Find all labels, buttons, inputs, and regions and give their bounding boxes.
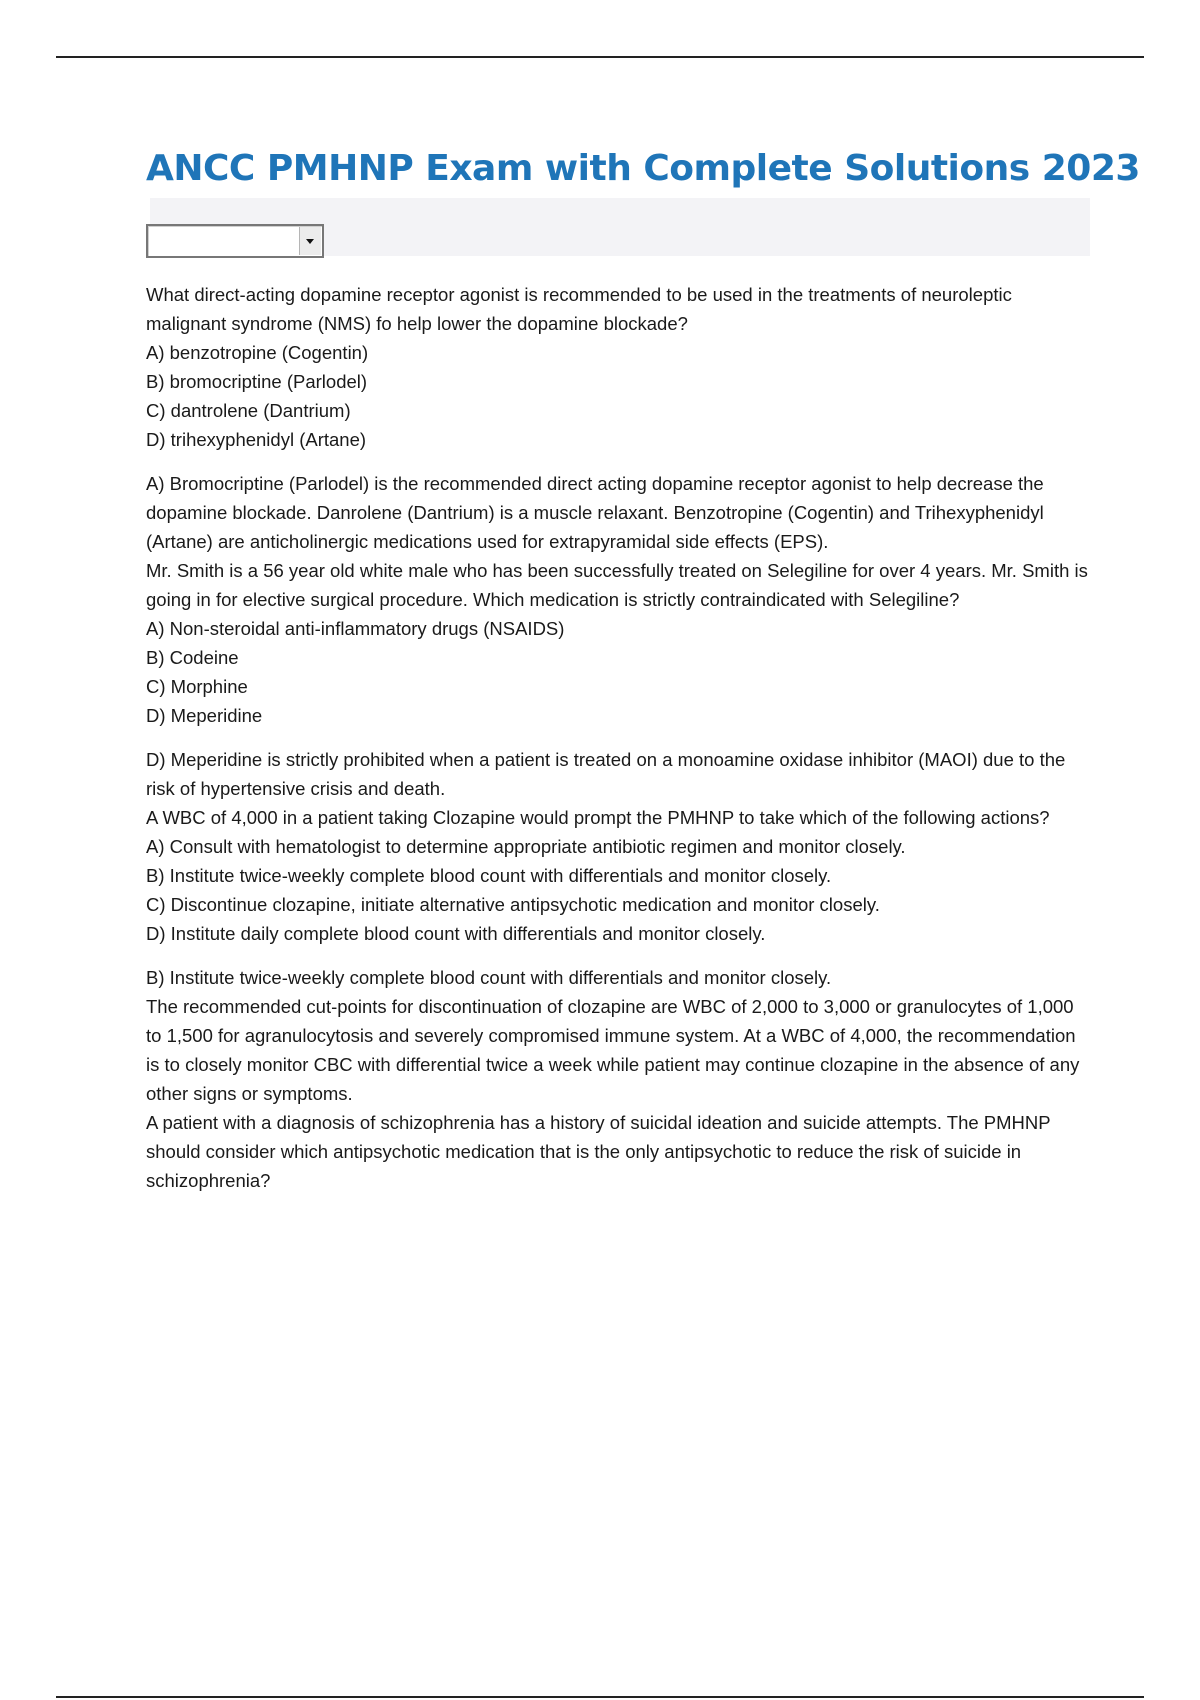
options-3 (146, 832, 1090, 948)
document-page (146, 142, 1140, 1195)
option: A) Consult with hematologist to determine appropriate antibiotic regimen and monitor closely. (146, 836, 906, 857)
question-4: A patient with a diagnosis of schizophrenia has a history of suicidal ideation and suicide attempts. The PMHNP should consider which antipsychotic medication that is the only antipsychotic to reduce the risk of suicide in schizophrenia? (146, 1112, 1051, 1191)
option: B) Codeine (146, 647, 239, 668)
document-title: ANCC PMHNP Exam with Complete Solutions 2023 (146, 148, 1140, 189)
top-rule (56, 56, 1144, 58)
options-2 (146, 614, 1090, 730)
dropdown-button[interactable] (299, 227, 321, 255)
option: C) Morphine (146, 676, 248, 697)
option: D) Meperidine (146, 705, 263, 726)
question-2: Mr. Smith is a 56 year old white male who has been successfully treated on Selegiline for over 4 years. Mr. Smith is going in for elective surgical procedure. Which medication is strictly contraindicated with Selegiline? (146, 560, 1088, 610)
option: C) Discontinue clozapine, initiate alternative antipsychotic medication and monitor closely. (146, 894, 880, 915)
document-content (146, 280, 1090, 1195)
option: A) benzotropine (Cogentin) (146, 342, 369, 363)
options-1 (146, 338, 1090, 454)
chevron-down-icon (306, 239, 314, 244)
bottom-rule (56, 1696, 1144, 1698)
option: B) bromocriptine (Parlodel) (146, 371, 368, 392)
answer-3: B) Institute twice-weekly complete blood count with differentials and monitor closely. (146, 967, 832, 988)
form-field-band (150, 198, 1090, 256)
answer-2: D) Meperidine is strictly prohibited when a patient is treated on a monoamine oxidase inhibitor (MAOI) due to the risk of hypertensive crisis and death. (146, 749, 1066, 799)
option: A) Non-steroidal anti-inflammatory drugs (NSAIDS) (146, 618, 565, 639)
dropdown-select[interactable] (146, 224, 324, 258)
option: D) Institute daily complete blood count with differentials and monitor closely. (146, 923, 766, 944)
answer-1: A) Bromocriptine (Parlodel) is the recommended direct acting dopamine receptor agonist to help decrease the dopamine blockade. Danrolene (Dantrium) is a muscle relaxant. Benzotropine (Cogentin) and Trihexyphenidyl (Artane) are anticholinergic medications used for extrapyramidal side effects (EPS). (146, 473, 1044, 552)
question-3: A WBC of 4,000 in a patient taking Clozapine would prompt the PMHNP to take which of the following actions? (146, 807, 1050, 828)
option: D) trihexyphenidyl (Artane) (146, 429, 367, 450)
option: C) dantrolene (Dantrium) (146, 400, 351, 421)
option: B) Institute twice-weekly complete blood count with differentials and monitor closely. (146, 865, 832, 886)
explanation-3: The recommended cut-points for discontinuation of clozapine are WBC of 2,000 to 3,000 or granulocytes of 1,000 to 1,500 for agranulocytosis and severely compromised immune system. At a WBC of 4,000, the recommendation is to closely monitor CBC with differential twice a week while patient may continue clozapine in the absence of any other signs or symptoms. (146, 996, 1080, 1104)
question-1: What direct-acting dopamine receptor agonist is recommended to be used in the treatments of neuroleptic malignant syndrome (NMS) fo help lower the dopamine blockade? (146, 284, 1012, 334)
